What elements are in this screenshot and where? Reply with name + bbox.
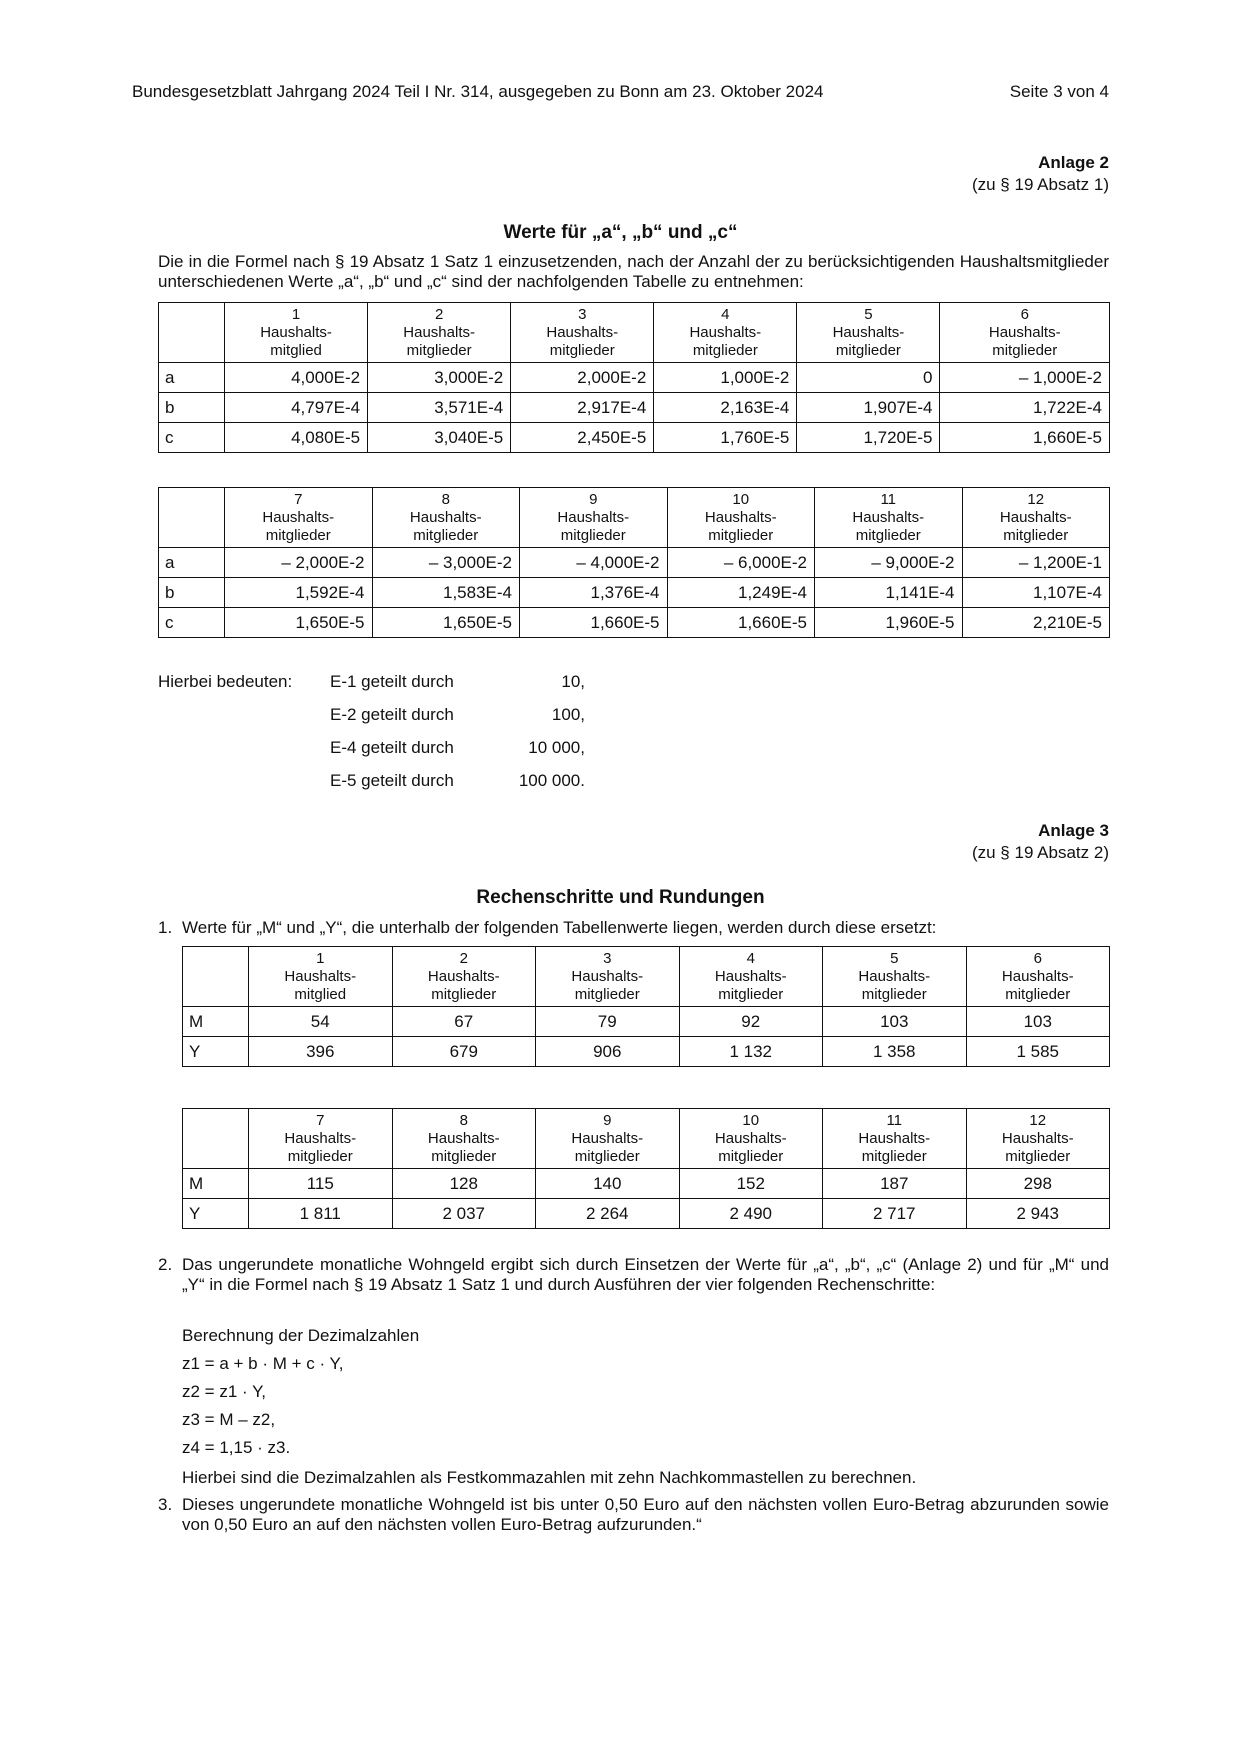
- column-header: [966, 1109, 1110, 1169]
- step-text: Werte für „M“ und „Y“, die unterhalb der folgenden Tabellenwerte liegen, werden durch diese ersetzt:: [182, 918, 937, 937]
- column-header-line: mitglieder: [1003, 526, 1069, 544]
- value-cell: – 1,000E-2: [940, 363, 1110, 393]
- value-cell: 1 358: [823, 1037, 967, 1067]
- row-label: M: [183, 1169, 249, 1199]
- column-header: [368, 303, 511, 363]
- column-header: [249, 1109, 393, 1169]
- value-cell: – 4,000E-2: [520, 548, 668, 578]
- row-label: b: [159, 578, 225, 608]
- formula-line: z2 = z1 · Y,: [182, 1382, 266, 1401]
- column-header-line: 11: [880, 490, 897, 508]
- value-cell: 1,000E-2: [654, 363, 797, 393]
- column-header-line: Haushalts-: [1001, 967, 1074, 985]
- table-row: [159, 548, 1110, 578]
- formula-line: z4 = 1,15 · z3.: [182, 1438, 291, 1457]
- value-cell: 187: [823, 1169, 967, 1199]
- column-header-line: Haushalts-: [1001, 1129, 1074, 1147]
- value-cell: 128: [392, 1169, 536, 1199]
- column-header: [797, 303, 940, 363]
- value-cell: 1,650E-5: [372, 608, 520, 638]
- value-cell: 298: [966, 1169, 1110, 1199]
- value-cell: 2 717: [823, 1199, 967, 1229]
- value-cell: 1,722E-4: [940, 393, 1110, 423]
- column-header-line: Haushalts-: [704, 508, 777, 526]
- column-header: [962, 488, 1110, 548]
- my-values-table-2: [182, 1108, 1110, 1229]
- column-header-line: mitglieder: [287, 1147, 353, 1165]
- anlage3-title: Rechenschritte und Rundungen: [476, 887, 765, 908]
- column-header: [225, 488, 373, 548]
- column-header: [679, 1109, 823, 1169]
- value-cell: 679: [392, 1037, 536, 1067]
- column-header: [392, 1109, 536, 1169]
- column-header-line: Haushalts-: [284, 967, 357, 985]
- step-number: 2.: [158, 1255, 173, 1274]
- column-header: [511, 303, 654, 363]
- formula-line: z1 = a + b · M + c · Y,: [182, 1354, 344, 1373]
- column-header-line: 6: [1020, 305, 1029, 323]
- column-header-line: Haushalts-: [858, 1129, 931, 1147]
- value-cell: 115: [249, 1169, 393, 1199]
- row-label: Y: [183, 1199, 249, 1229]
- column-header-line: Haushalts-: [858, 967, 931, 985]
- column-header-line: mitglieder: [574, 985, 640, 1003]
- value-cell: 2,450E-5: [511, 423, 654, 453]
- table-row: [183, 1169, 1110, 1199]
- table-row: [159, 608, 1110, 638]
- value-cell: 1,720E-5: [797, 423, 940, 453]
- column-header-line: 3: [578, 305, 587, 323]
- value-cell: 2,210E-5: [962, 608, 1110, 638]
- column-header: [536, 1109, 680, 1169]
- table-row: [159, 423, 1110, 453]
- column-header-line: Haushalts-: [714, 967, 787, 985]
- value-cell: – 1,200E-1: [962, 548, 1110, 578]
- column-header-line: mitglieder: [855, 526, 921, 544]
- column-header-line: Haushalts-: [427, 967, 500, 985]
- value-cell: 396: [249, 1037, 393, 1067]
- header-page-number: Seite 3 von 4: [1009, 82, 1109, 101]
- column-header-line: 4: [746, 949, 755, 967]
- column-header-line: Haushalts-: [409, 508, 482, 526]
- column-header: [823, 947, 967, 1007]
- row-label: Y: [183, 1037, 249, 1067]
- legend-value: 10 000,: [528, 738, 585, 757]
- table-corner-cell: [183, 1109, 249, 1169]
- column-header-line: 8: [459, 1111, 468, 1129]
- column-header-line: 8: [441, 490, 450, 508]
- value-cell: 103: [823, 1007, 967, 1037]
- column-header-line: Haushalts-: [988, 323, 1061, 341]
- column-header-line: Haushalts-: [832, 323, 905, 341]
- column-header-line: 9: [589, 490, 598, 508]
- row-label: c: [159, 423, 225, 453]
- column-header-line: mitglieder: [861, 985, 927, 1003]
- column-header: [225, 303, 368, 363]
- column-header-line: 7: [294, 490, 303, 508]
- column-header-line: Haushalts-: [852, 508, 925, 526]
- table-row: [159, 363, 1110, 393]
- anlage2-title: Werte für „a“, „b“ und „c“: [503, 222, 738, 243]
- column-header-line: Haushalts-: [999, 508, 1072, 526]
- column-header-line: mitglieder: [549, 341, 615, 359]
- value-cell: 906: [536, 1037, 680, 1067]
- column-header: [940, 303, 1110, 363]
- column-header-line: Haushalts-: [571, 1129, 644, 1147]
- abc-values-table-1: [158, 302, 1110, 453]
- column-header-line: 11: [886, 1111, 903, 1129]
- value-cell: 1 132: [679, 1037, 823, 1067]
- column-header: [536, 947, 680, 1007]
- value-cell: – 6,000E-2: [667, 548, 815, 578]
- value-cell: 79: [536, 1007, 680, 1037]
- column-header-line: mitglieder: [574, 1147, 640, 1165]
- anlage3-label: Anlage 3: [1038, 821, 1109, 840]
- fixed-point-note: Hierbei sind die Dezimalzahlen als Festkommazahlen mit zehn Nachkommastellen zu berechnen.: [182, 1468, 917, 1487]
- table-row: [159, 578, 1110, 608]
- column-header-line: mitglieder: [992, 341, 1058, 359]
- value-cell: 4,080E-5: [225, 423, 368, 453]
- table-row: [183, 1199, 1110, 1229]
- column-header: [679, 947, 823, 1007]
- column-header-line: mitglieder: [708, 526, 774, 544]
- row-label: a: [159, 548, 225, 578]
- value-cell: 1,376E-4: [520, 578, 668, 608]
- column-header-line: 2: [434, 305, 444, 323]
- calc-subheading: Berechnung der Dezimalzahlen: [182, 1326, 420, 1345]
- step-2: [158, 1255, 1109, 1295]
- table-row: [159, 393, 1110, 423]
- column-header-line: mitglieder: [718, 1147, 784, 1165]
- column-header-line: 5: [890, 949, 899, 967]
- column-header-line: 1: [316, 949, 325, 967]
- column-header-line: 2: [459, 949, 468, 967]
- row-label: a: [159, 363, 225, 393]
- table-corner-cell: [159, 488, 225, 548]
- value-cell: 1 585: [966, 1037, 1110, 1067]
- value-cell: 3,571E-4: [368, 393, 511, 423]
- column-header-line: mitglieder: [431, 1147, 497, 1165]
- column-header: [392, 947, 536, 1007]
- column-header-line: 6: [1033, 949, 1042, 967]
- legend-value: 10,: [561, 672, 585, 691]
- legend-value: 100,: [551, 705, 585, 724]
- step-number: 1.: [158, 918, 173, 937]
- column-header-line: Haushalts-: [546, 323, 619, 341]
- legend-term: E-4 geteilt durch: [330, 738, 454, 757]
- column-header-line: Haushalts-: [427, 1129, 500, 1147]
- step-number: 3.: [158, 1495, 173, 1514]
- column-header-line: Haushalts-: [284, 1129, 357, 1147]
- step-1: [158, 918, 1109, 938]
- column-header-line: 4: [721, 305, 730, 323]
- value-cell: 4,000E-2: [225, 363, 368, 393]
- column-header: [823, 1109, 967, 1169]
- value-cell: 103: [966, 1007, 1110, 1037]
- column-header-line: mitglieder: [413, 526, 479, 544]
- row-label: M: [183, 1007, 249, 1037]
- value-cell: 2,163E-4: [654, 393, 797, 423]
- column-header: [520, 488, 668, 548]
- step-text: Das ungerundete monatliche Wohngeld ergibt sich durch Einsetzen der Werte für „a“, „b“, „c“ (Anlage 2) und für „M“ und „Y“ in die Formel nach § 19 Absatz 1 Satz 1 und durch Ausführen der vier folgenden Rechenschritte:: [182, 1255, 1109, 1294]
- value-cell: 1 811: [249, 1199, 393, 1229]
- value-cell: 1,660E-5: [940, 423, 1110, 453]
- formula-line: z3 = M – z2,: [182, 1410, 276, 1429]
- value-cell: 0: [797, 363, 940, 393]
- value-cell: 67: [392, 1007, 536, 1037]
- my-values-table-1: [182, 946, 1110, 1067]
- column-header-line: mitglieder: [1005, 985, 1071, 1003]
- column-header-line: Haushalts-: [262, 508, 335, 526]
- abc-values-table-2: [158, 487, 1110, 638]
- value-cell: 1,660E-5: [520, 608, 668, 638]
- table-row: [183, 1007, 1110, 1037]
- column-header-line: mitglieder: [861, 1147, 927, 1165]
- value-cell: 1,760E-5: [654, 423, 797, 453]
- column-header-line: 10: [742, 1111, 760, 1129]
- value-cell: 1,592E-4: [225, 578, 373, 608]
- column-header: [966, 947, 1110, 1007]
- value-cell: 1,107E-4: [962, 578, 1110, 608]
- anlage2-heading: [972, 152, 1109, 196]
- value-cell: 1,249E-4: [667, 578, 815, 608]
- column-header-line: Haushalts-: [571, 967, 644, 985]
- column-header-line: mitglieder: [431, 985, 497, 1003]
- legend-term: E-1 geteilt durch: [330, 672, 454, 691]
- header-publication: Bundesgesetzblatt Jahrgang 2024 Teil I Nr. 314, ausgegeben zu Bonn am 23. Oktober 2024: [132, 82, 824, 101]
- column-header: [249, 947, 393, 1007]
- table-row: [183, 1037, 1110, 1067]
- value-cell: 2 037: [392, 1199, 536, 1229]
- column-header: [372, 488, 520, 548]
- column-header: [667, 488, 815, 548]
- column-header: [654, 303, 797, 363]
- column-header-line: mitglieder: [835, 341, 901, 359]
- column-header-line: Haushalts-: [260, 323, 332, 341]
- column-header-line: 10: [732, 490, 750, 508]
- column-header-line: 12: [1029, 1111, 1047, 1129]
- value-cell: 54: [249, 1007, 393, 1037]
- value-cell: 4,797E-4: [225, 393, 368, 423]
- value-cell: 140: [536, 1169, 680, 1199]
- column-header-line: mitglieder: [692, 341, 758, 359]
- column-header-line: 7: [316, 1111, 325, 1129]
- column-header-line: mitglieder: [718, 985, 784, 1003]
- table-corner-cell: [183, 947, 249, 1007]
- column-header-line: mitglieder: [560, 526, 626, 544]
- value-cell: 2,000E-2: [511, 363, 654, 393]
- step-3: [158, 1495, 1109, 1535]
- value-cell: – 9,000E-2: [815, 548, 963, 578]
- value-cell: 2 943: [966, 1199, 1110, 1229]
- legend-term: E-5 geteilt durch: [330, 771, 454, 790]
- step-text: Dieses ungerundete monatliche Wohngeld ist bis unter 0,50 Euro auf den nächsten vollen Euro-Betrag abzurunden sowie von 0,50 Euro an auf den nächsten vollen Euro-Betrag aufzurunden.“: [182, 1495, 1109, 1534]
- legend-label: Hierbei bedeuten:: [158, 672, 293, 691]
- value-cell: 2 490: [679, 1199, 823, 1229]
- column-header-line: Haushalts-: [714, 1129, 787, 1147]
- anlage3-heading: [972, 820, 1109, 864]
- value-cell: 1,583E-4: [372, 578, 520, 608]
- value-cell: 3,000E-2: [368, 363, 511, 393]
- value-cell: 1,907E-4: [797, 393, 940, 423]
- column-header-line: 12: [1027, 490, 1045, 508]
- column-header-line: mitglieder: [265, 526, 331, 544]
- value-cell: 1,660E-5: [667, 608, 815, 638]
- value-cell: – 2,000E-2: [225, 548, 373, 578]
- anlage2-label: Anlage 2: [1038, 153, 1109, 172]
- value-cell: 1,650E-5: [225, 608, 373, 638]
- column-header: [815, 488, 963, 548]
- anlage2-ref: (zu § 19 Absatz 1): [971, 175, 1109, 194]
- value-cell: – 3,000E-2: [372, 548, 520, 578]
- column-header-line: mitglieder: [1005, 1147, 1071, 1165]
- value-cell: 3,040E-5: [368, 423, 511, 453]
- column-header-line: mitglieder: [406, 341, 472, 359]
- column-header-line: mitglied: [270, 341, 322, 359]
- value-cell: 152: [679, 1169, 823, 1199]
- value-cell: 2,917E-4: [511, 393, 654, 423]
- row-label: c: [159, 608, 225, 638]
- row-label: b: [159, 393, 225, 423]
- column-header-line: 5: [864, 305, 873, 323]
- column-header-line: Haushalts-: [557, 508, 630, 526]
- column-header-line: mitglied: [294, 985, 347, 1003]
- column-header-line: 9: [603, 1111, 612, 1129]
- legend-value: 100 000.: [518, 771, 585, 790]
- column-header-line: Haushalts-: [403, 323, 475, 341]
- value-cell: 92: [679, 1007, 823, 1037]
- column-header-line: 1: [291, 305, 301, 323]
- value-cell: 1,141E-4: [815, 578, 963, 608]
- value-cell: 1,960E-5: [815, 608, 963, 638]
- anlage2-intro: Die in die Formel nach § 19 Absatz 1 Satz 1 einzusetzenden, nach der Anzahl der zu berücksichtigenden Haushaltsmitglieder unterschiedenen Werte „a“, „b“ und „c“ sind der nachfolgenden Tabelle zu entnehmen:: [158, 252, 1109, 291]
- value-cell: 2 264: [536, 1199, 680, 1229]
- anlage3-ref: (zu § 19 Absatz 2): [971, 843, 1109, 862]
- column-header-line: 3: [603, 949, 612, 967]
- column-header-line: Haushalts-: [689, 323, 762, 341]
- legend-term: E-2 geteilt durch: [330, 705, 454, 724]
- table-corner-cell: [159, 303, 225, 363]
